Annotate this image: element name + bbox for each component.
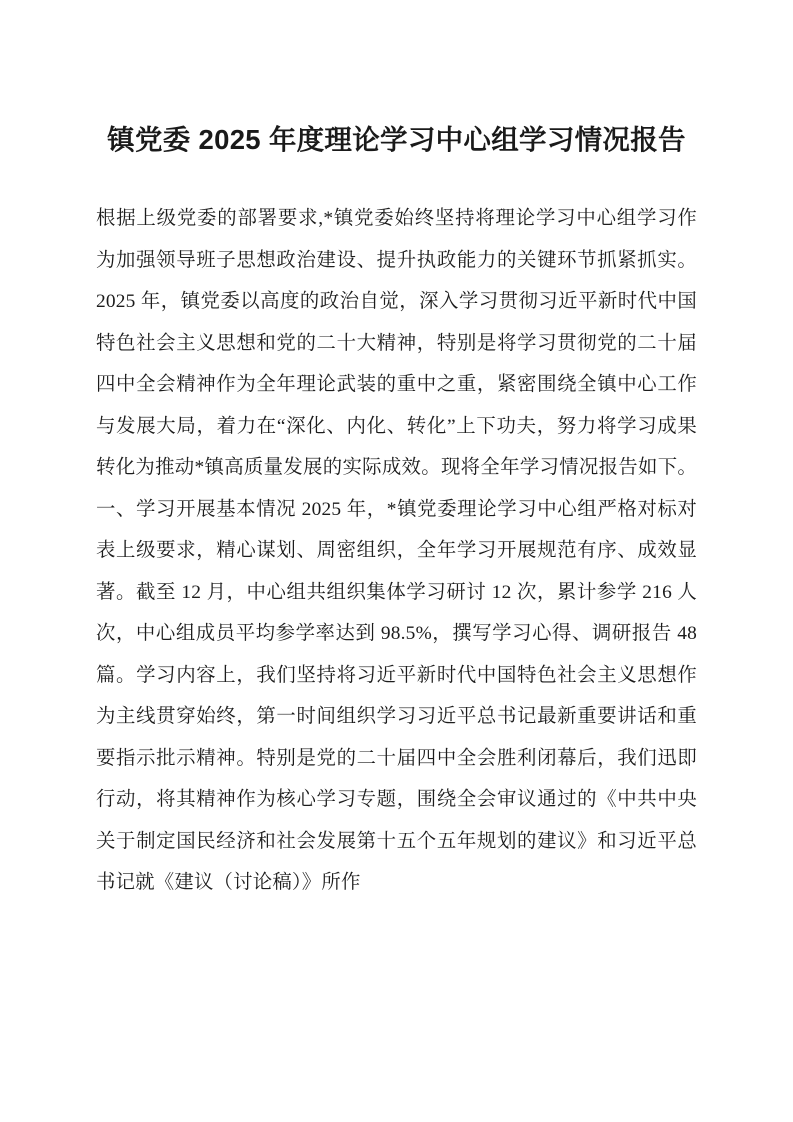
document-paragraph: 根据上级党委的部署要求,*镇党委始终坚持将理论学习中心组学习作为加强领导班子思想政治建设、提升执政能力的关键环节抓紧抓实。2025 年，镇党委以高度的政治自觉，深入学习贯彻习近平新时代中国特色社会主义思想和党的二十大精神，特别是将学习贯彻党的二十届四中全会精神作为全年理论武装的重中之重，紧密围绕全镇中心工作与发展大局，着力在“深化、内化、转化”上下功夫，努力将学习成果转化为推动*镇高质量发展的实际成效。现将全年学习情况报告如下。 一、学习开展基本情况 2025 年，*镇党委理论学习中心组严格对标对表上级要求，精心谋划、周密组织，全年学习开展规范有序、成效显著。截至 12 月，中心组共组织集体学习研讨 12 次，累计参学 216 人次，中心组成员平均参学率达到 98.5%，撰写学习心得、调研报告 48 篇。学习内容上，我们坚持将习近平新时代中国特色社会主义思想作为主线贯穿始终，第一时间组织学习习近平总书记最新重要讲话和重要指示批示精神。特别是党的二十届四中全会胜利闭幕后，我们迅即行动，将其精神作为核心学习专题，围绕全会审议通过的《中共中央关于制定国民经济和社会发展第十五个五年规划的建议》和习近平总书记就《建议（讨论稿）》所作: [96, 208, 697, 893]
page-title: 镇党委 2025 年度理论学习中心组学习情况报告: [107, 124, 686, 155]
